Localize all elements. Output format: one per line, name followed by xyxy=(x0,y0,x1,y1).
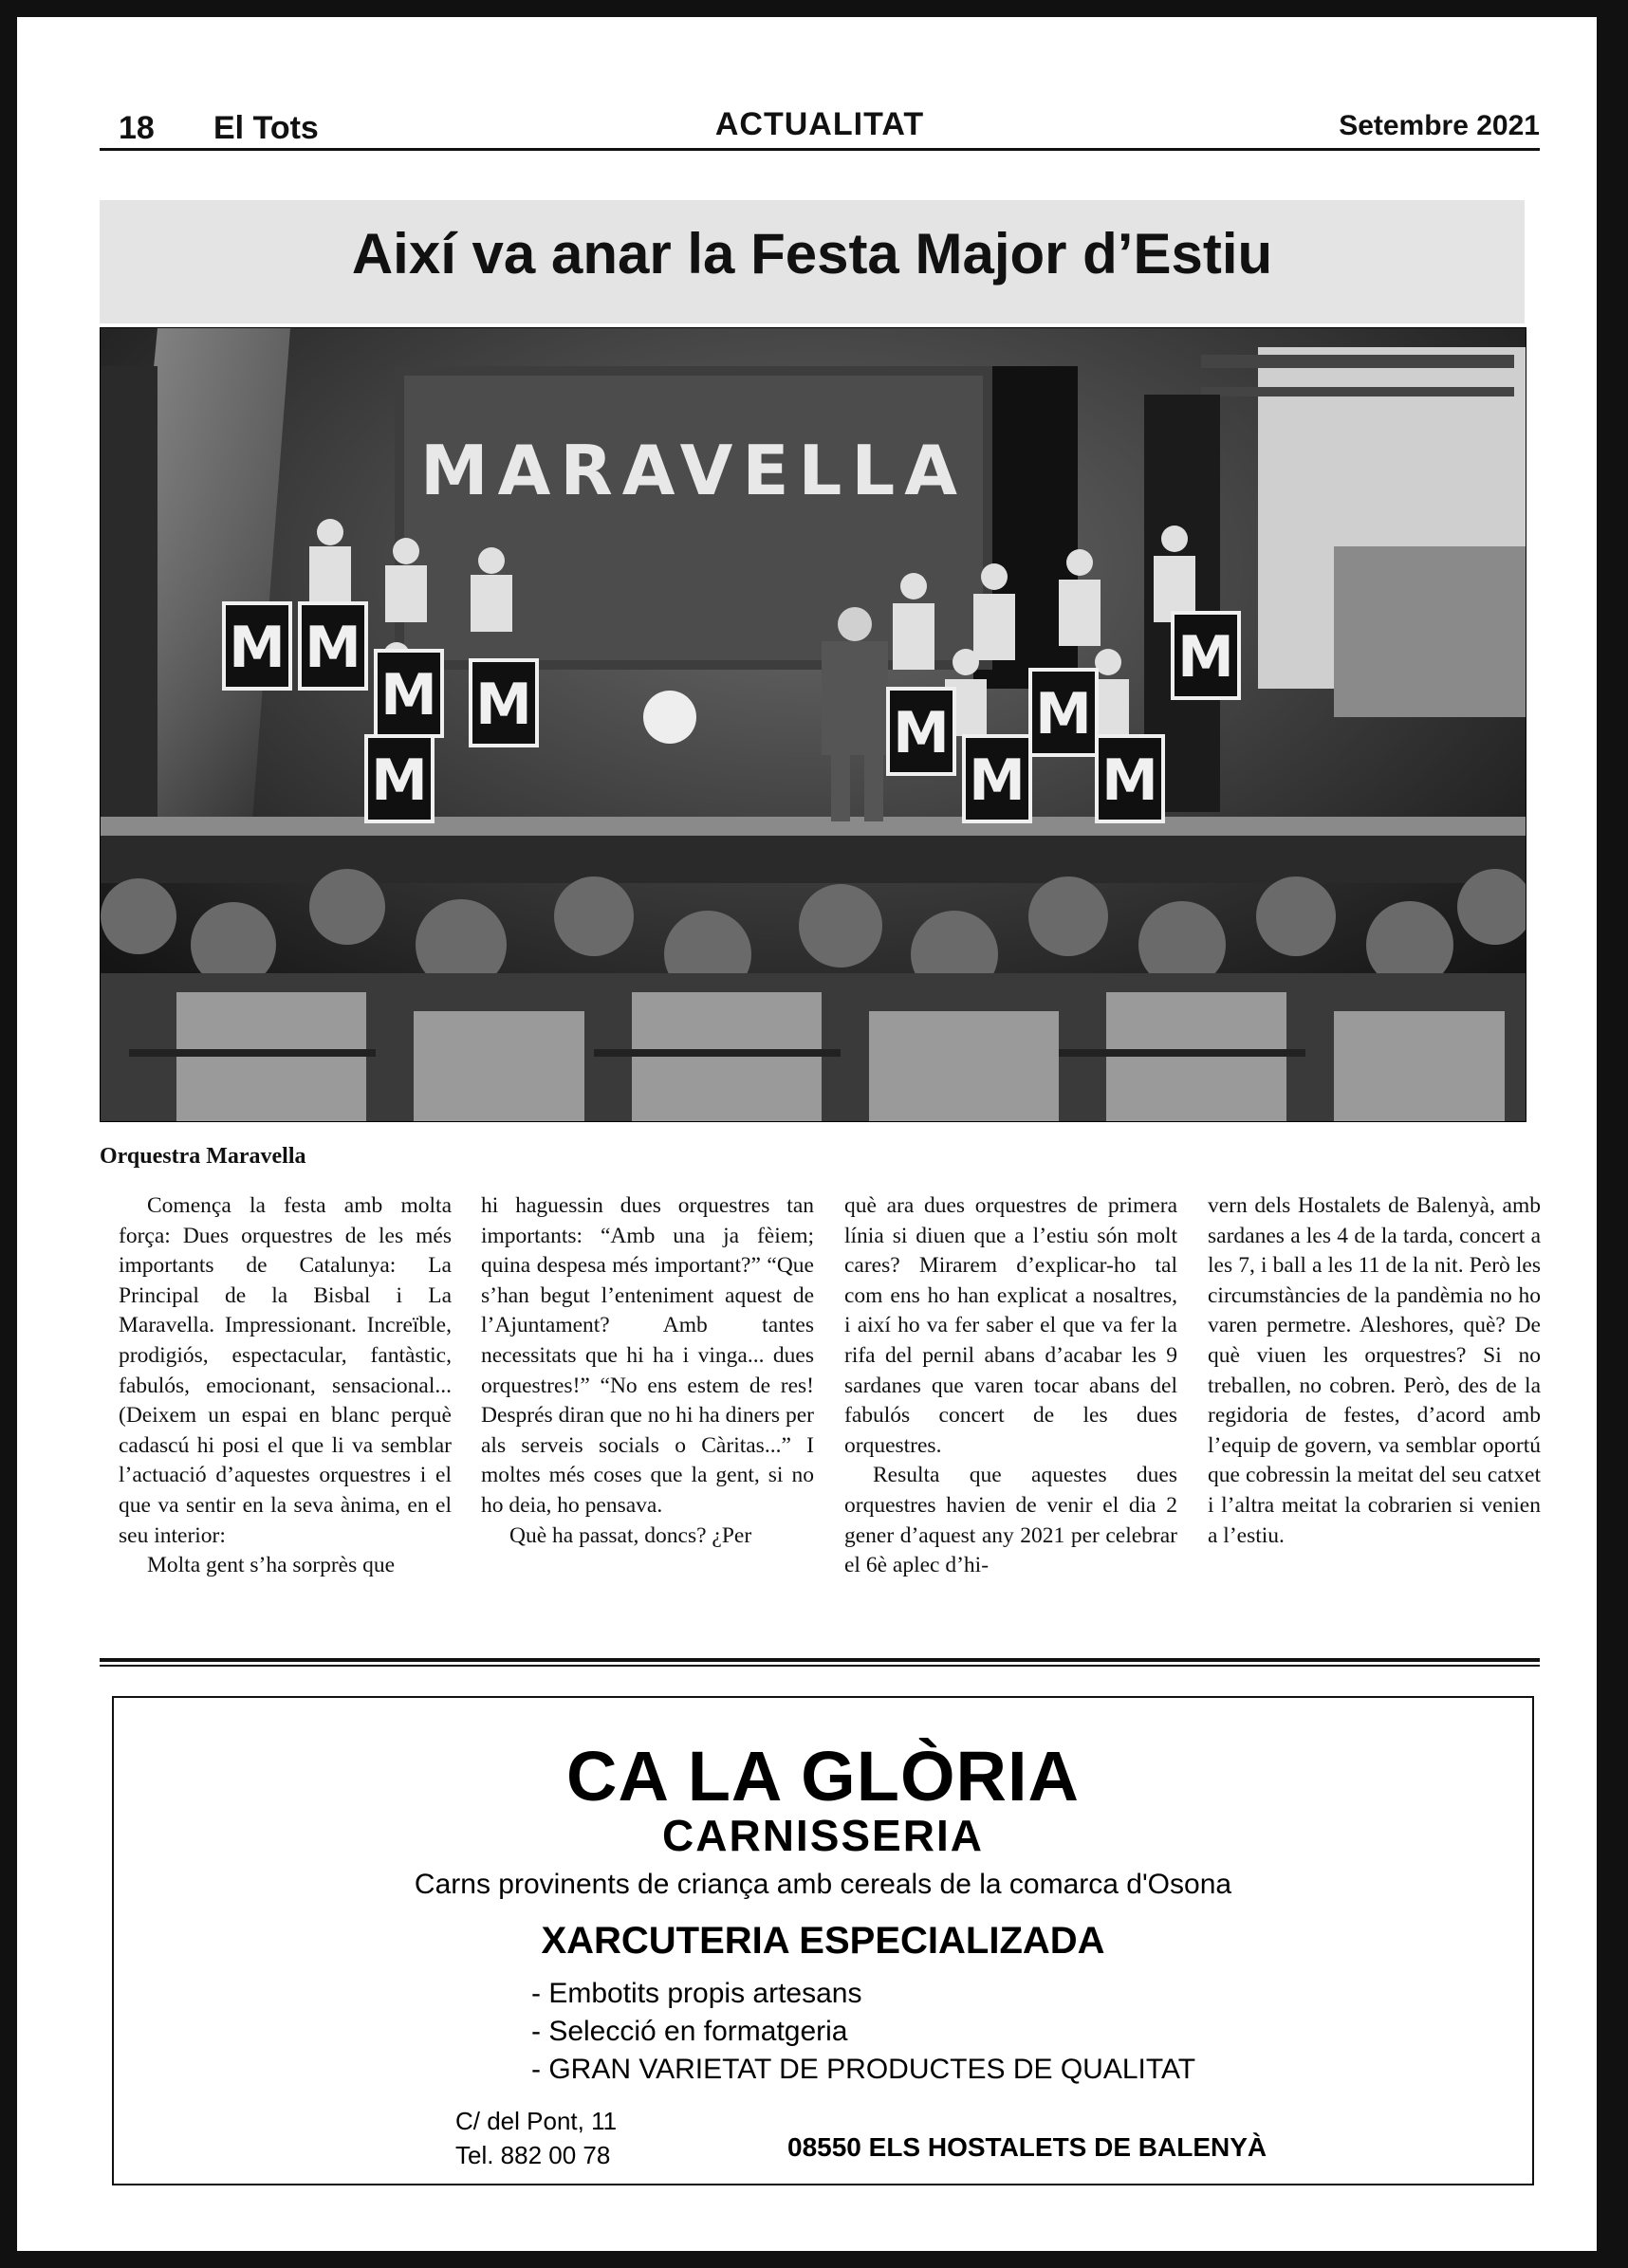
panel-letter: M xyxy=(1101,747,1158,814)
paragraph: Què ha passat, doncs? ¿Per xyxy=(509,1522,752,1548)
article-title: Així va anar la Festa Major d’Estiu xyxy=(351,222,1273,286)
page-header xyxy=(100,106,1540,151)
list-item: - Embotits propis artesans xyxy=(531,1978,862,2009)
section-divider xyxy=(100,1665,1540,1667)
article-column-4 xyxy=(1208,1191,1541,1551)
page-number: 18 xyxy=(119,110,155,146)
paragraph: hi haguessin dues orquestres tan importants: “Amb una ja fèiem; quina despesa més important?” “Que s’han begut l’enteniment aquest de l’Ajuntament? Amb tantes necessitats que hi ha i vinga... dues orquestres!” “No ens estem de res! Després diran que no hi ha diners per als serveis socials o Càritas...” I moltes més coses que la gent, si no ho deia, ho pensava. xyxy=(481,1193,814,1518)
panel-letter: M xyxy=(969,747,1026,814)
paragraph: vern dels Hostalets de Balenyà, amb sardanes a les 4 de la tarda, concert a les 7, i ball a les 11 de la nit. Però les circumstàncies de la pandèmia no ho varen permetre. Aleshores, què? De què viuen les orquestres? Si no treballen, no cobren. Però, des de la regidoria de festes, d’acord amb l’equip de govern, va semblar oportú que cobressin la meitat del seu catxet i l’altra meitat la cobrarien si venien a l’estiu. xyxy=(1208,1193,1541,1548)
article-body xyxy=(100,1191,1540,1647)
publication-name: El Tots xyxy=(213,110,319,146)
paragraph: Molta gent s’ha sorprès que xyxy=(147,1553,396,1578)
panel-letter: M xyxy=(380,662,437,728)
issue-date: Setembre 2021 xyxy=(1339,110,1540,141)
ad-business-name: CA LA GLÒRIA xyxy=(566,1737,1080,1816)
article-column-1 xyxy=(119,1191,452,1581)
ad-phone: Tel. 882 00 78 xyxy=(455,2141,611,2169)
ad-subtitle: XARCUTERIA ESPECIALIZADA xyxy=(541,1920,1105,1962)
section-divider xyxy=(100,1658,1540,1662)
panel-letter: M xyxy=(229,615,286,681)
panel-letter: M xyxy=(305,615,361,681)
paragraph: Comença la festa amb molta força: Dues orquestres de les més importants de Catalunya: La Principal de la Bisbal i La Maravella. Impressionant. Increïble, prodigiós, espectacular, fantàstic, fabulós, emocionant, sensacional... (Deixem un espai en blanc perquè cadascú hi posi el que li va semblar l’actuació d’aquestes orquestres i el que va sentir en la seva ànima, en el seu interior: xyxy=(119,1193,452,1548)
list-item: - GRAN VARIETAT DE PRODUCTES DE QUALITAT xyxy=(531,2054,1196,2085)
panel-letter: M xyxy=(893,700,950,766)
panel-letter: M xyxy=(1035,681,1092,747)
panel-letter: M xyxy=(1177,624,1234,691)
ad-address: C/ del Pont, 11 xyxy=(455,2107,618,2135)
panel-letter: M xyxy=(371,747,428,814)
ad-town: 08550 ELS HOSTALETS DE BALENYÀ xyxy=(787,2132,1267,2162)
concert-photo xyxy=(100,327,1526,1122)
ad-tagline: Carns provinents de criança amb cereals de la comarca d'Osona xyxy=(414,1869,1232,1900)
advertisement xyxy=(112,1696,1534,2185)
title-band xyxy=(100,200,1525,323)
ad-product-list xyxy=(531,1975,1195,2089)
article-column-2 xyxy=(481,1191,814,1551)
section-name: ACTUALITAT xyxy=(714,106,925,142)
article-column-3 xyxy=(844,1191,1177,1581)
photo-caption: Orquestra Maravella xyxy=(100,1144,306,1169)
list-item: - Selecció en formatgeria xyxy=(531,2016,848,2047)
paragraph: què ara dues orquestres de primera línia si diuen que a l’estiu són molt cares? Mirarem d’explicar-ho tal com ens ho han explicat a nosaltres, i així ho va fer saber el que va fer la rifa del pernil abans d’acabar les 9 sardanes que varen tocar abans del fabulós concert de les dues orquestres. xyxy=(844,1193,1177,1458)
ad-business-type: CARNISSERIA xyxy=(662,1811,984,1860)
paragraph: Resulta que aquestes dues orquestres havien de venir el dia 2 gener d’aquest any 2021 per celebrar el 6è aplec d’hi- xyxy=(844,1463,1177,1578)
stage-sign: MARAVELLA xyxy=(419,431,968,510)
ad-contact xyxy=(455,2104,617,2172)
panel-letter: M xyxy=(475,672,532,738)
newspaper-page xyxy=(17,17,1597,2251)
